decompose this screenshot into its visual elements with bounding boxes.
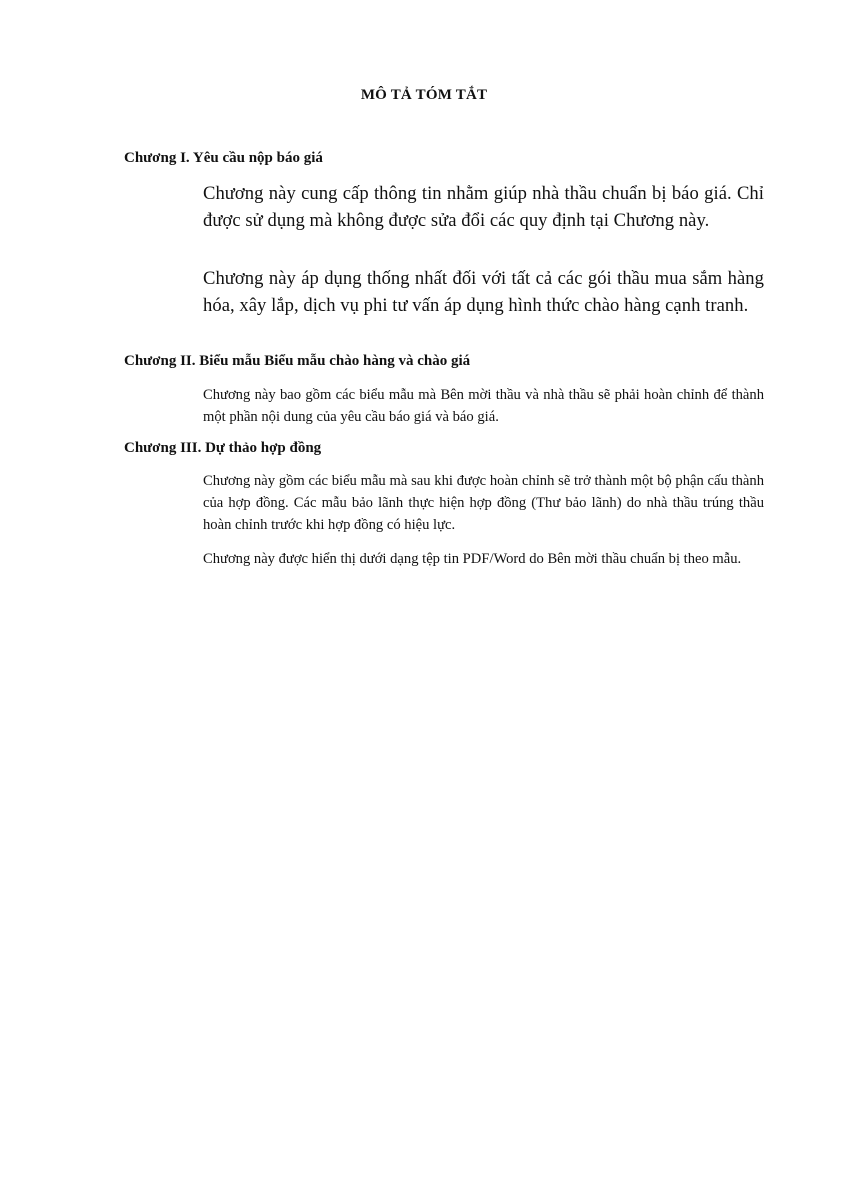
chapter-2-paragraph-1: Chương này bao gồm các biểu mẫu mà Bên mời thầu và nhà thầu sẽ phải hoàn chỉnh để thành một phần nội dung của yêu cầu báo giá và báo giá. [203, 387, 764, 425]
section-heading-chapter-2: Chương II. Biểu mẫu Biểu mẫu chào hàng và chào giá [124, 353, 471, 369]
chapter-3-paragraph-1: Chương này gồm các biểu mẫu mà sau khi được hoàn chỉnh sẽ trở thành một bộ phận cấu thành của hợp đồng. Các mẫu bảo lãnh thực hiện hợp đồng (Thư bảo lãnh) do nhà thầu trúng thầu hoàn chỉnh trước khi hợp đồng có hiệu lực. [203, 473, 764, 533]
chapter-1-paragraph-2: Chương này áp dụng thống nhất đối với tất cả các gói thầu mua sắm hàng hóa, xây lắp, dịch vụ phi tư vấn áp dụng hình thức chào hàng cạnh tranh. [203, 268, 764, 316]
document-title: MÔ TẢ TÓM TẮT [360, 87, 488, 103]
section-heading-chapter-1: Chương I. Yêu cầu nộp báo giá [124, 150, 323, 166]
section-heading-chapter-3: Chương III. Dự thảo hợp đồng [124, 440, 322, 456]
chapter-3-paragraph-2: Chương này được hiển thị dưới dạng tệp tin PDF/Word do Bên mời thầu chuẩn bị theo mẫu. [203, 551, 742, 567]
chapter-1-paragraph-1: Chương này cung cấp thông tin nhằm giúp nhà thầu chuẩn bị báo giá. Chỉ được sử dụng mà không được sửa đổi các quy định tại Chương này. [203, 183, 764, 231]
